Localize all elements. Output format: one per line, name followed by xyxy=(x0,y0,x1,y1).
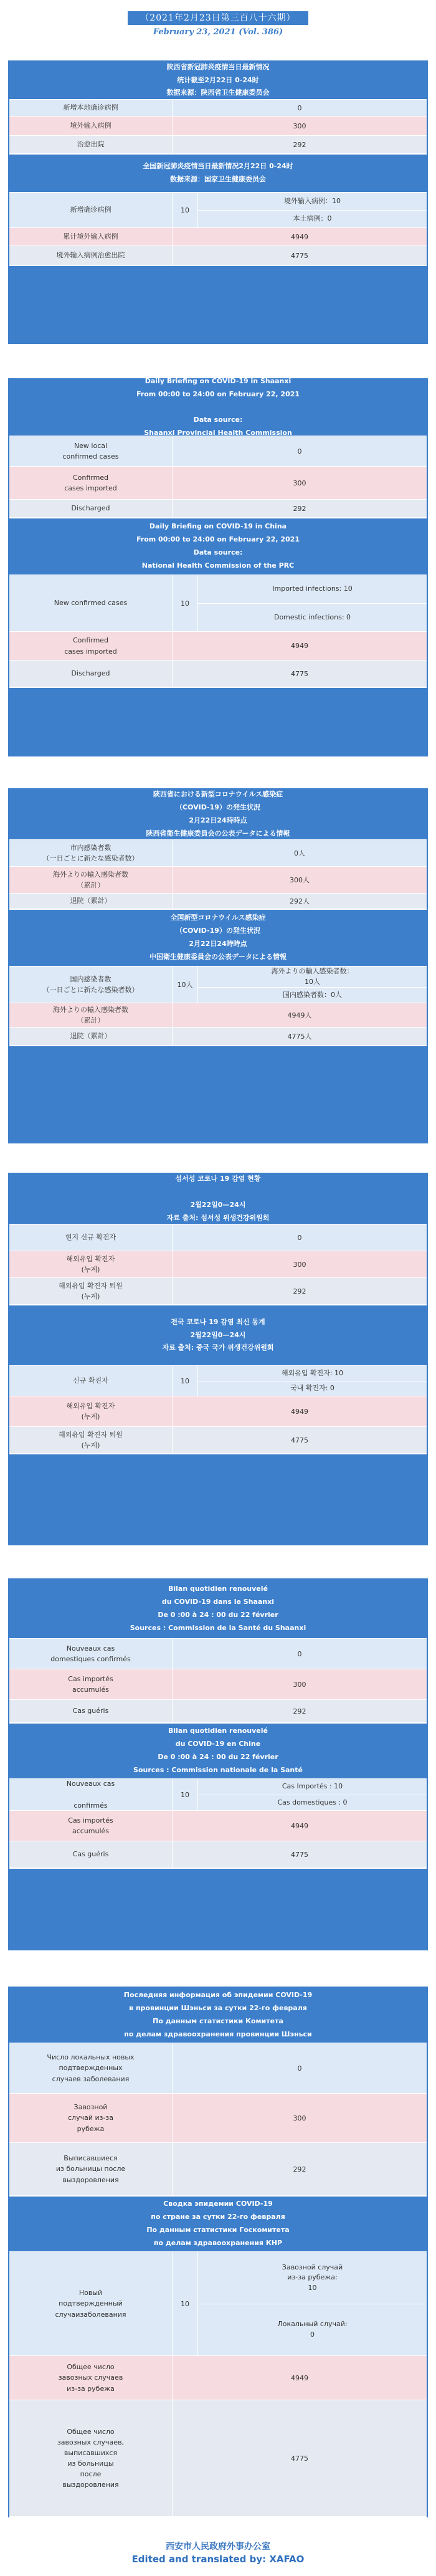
shaanxi-title xyxy=(9,789,427,839)
title-line: 陝西省衛生健康委員会の公表データによる情報 xyxy=(146,829,290,837)
title-line: du COVID-19 dans le Shaanxi xyxy=(161,1598,275,1606)
section-japanese xyxy=(8,788,428,1143)
title-line: 全国新冠肺炎疫情当日最新情况2月22日 0-24时 xyxy=(143,162,293,171)
stat-value: 4775人 xyxy=(287,1033,312,1041)
stat-label: 境外输入病例 xyxy=(9,117,173,135)
stat-row xyxy=(9,1003,427,1027)
imported-cases: 境外输入病例：10 xyxy=(284,196,341,205)
stat-value: 4949 xyxy=(291,1821,308,1830)
new-cases-row xyxy=(9,575,427,631)
title-line: по делам здравоохранения КНР xyxy=(153,2238,283,2247)
title-line: 中国衛生健康委員会の公表データによる情報 xyxy=(149,952,287,961)
new-cases-breakdown xyxy=(198,575,427,631)
title-line: в провинции Шэньси за сутки 22-го февраля xyxy=(129,2004,307,2013)
stat-value: 292人 xyxy=(290,897,310,905)
stat-row xyxy=(9,116,427,135)
stat-row xyxy=(9,2093,427,2142)
title-line: 자료 출처: 중국 국가 위생건강위원회 xyxy=(162,1343,274,1352)
new-cases-label: Nouveaux cas confirmés xyxy=(9,1779,173,1810)
stat-label: New local confirmed cases xyxy=(9,436,173,466)
title-line: 자료 출처: 섬서성 위생건강위원회 xyxy=(166,1213,270,1222)
stat-value: 292 xyxy=(293,1287,306,1295)
title-line: From 00:00 to 24:00 on February 22, 2021 xyxy=(136,389,300,398)
new-cases-value: 10 xyxy=(173,1366,198,1396)
stat-value: 4775 xyxy=(291,1850,308,1859)
imported-cases: Imported infections: 10 xyxy=(272,584,353,593)
stat-label: Cas importés accumulés xyxy=(9,1811,173,1841)
issue-title: （2021年2月23日第三百八十六期） xyxy=(128,11,308,25)
new-cases-value: 10 xyxy=(173,1779,198,1810)
stat-label: Confirmed cases imported xyxy=(9,632,173,660)
title-line: 全国新型コロナウイルス感染症 xyxy=(170,914,266,922)
stat-row xyxy=(9,1396,427,1426)
stat-value: 0 xyxy=(297,447,302,456)
stat-label: 현지 신규 확진자 xyxy=(9,1224,173,1251)
title-line xyxy=(9,1186,427,1199)
new-cases-row xyxy=(9,1778,427,1810)
stat-value: 4949人 xyxy=(287,1011,312,1019)
section-korean xyxy=(8,1173,428,1545)
stat-row xyxy=(9,1810,427,1841)
stat-value: 300 xyxy=(293,479,306,487)
title-line: National Health Commission of the PRC xyxy=(141,561,295,570)
stat-label: 海外よりの輸入感染者数 （累計） xyxy=(9,867,173,893)
block-shaanxi xyxy=(9,62,427,155)
block-shaanxi xyxy=(9,1174,427,1305)
stat-row xyxy=(9,866,427,893)
title-line: по делам здравоохранения провинции Шэньси xyxy=(124,2030,312,2038)
stat-label: 退院（累計） xyxy=(9,1028,173,1045)
shaanxi-title xyxy=(9,62,427,99)
stat-label: 해외유입 확진자 퇴원 (누계) xyxy=(9,1427,173,1453)
title-line: （COVID-19）の発生状況 xyxy=(176,927,260,935)
new-cases-label: 新增确诊病例 xyxy=(9,193,173,227)
new-cases-value: 10 xyxy=(173,575,198,631)
local-cases: 국내 확진자: 0 xyxy=(198,1381,427,1396)
china-title xyxy=(9,2197,427,2251)
stat-label: 해외유입 확진자 (누계) xyxy=(9,1251,173,1277)
title-line: Sources : Commission de la Santé du Shaanxi xyxy=(130,1623,306,1632)
title-line: 数据来源：国家卫生健康委员会 xyxy=(170,175,266,183)
title-line: 전국 코로나 19 감염 최신 동계 xyxy=(171,1317,265,1326)
stat-label: Общее число завозных случаев, выписавшихся из больницы после выздоровления xyxy=(9,2400,173,2516)
stat-value: 0 xyxy=(297,2064,302,2073)
title-line: по стране за сутки 22-го февраля xyxy=(151,2213,285,2221)
stat-row xyxy=(9,2355,427,2400)
new-cases-value: 10 xyxy=(173,193,198,227)
section-chinese xyxy=(8,60,428,344)
stat-row xyxy=(9,2142,427,2195)
stat-row xyxy=(9,246,427,265)
stat-row xyxy=(9,436,427,466)
stat-label: Cas guéris xyxy=(9,1841,173,1868)
stat-row xyxy=(9,1251,427,1277)
new-cases-value: 10人 xyxy=(173,966,198,1003)
stat-label: Выписавшиеся из больницы после выздоровления xyxy=(9,2143,173,2195)
block-china xyxy=(9,1724,427,1869)
stat-label: 新增本地确诊病例 xyxy=(9,100,173,116)
imported-cases: 해외유입 확진자: 10 xyxy=(281,1368,344,1377)
title-line: По данным статистики Комитета xyxy=(153,2017,283,2025)
stat-value: 300人 xyxy=(290,876,310,884)
title-line: 陝西省における新型コロナウイルス感染症 xyxy=(153,790,283,799)
stat-row xyxy=(9,1841,427,1868)
china-title xyxy=(9,518,427,575)
title-line: 2月22日24時時点 xyxy=(189,940,247,948)
new-cases-breakdown xyxy=(198,1366,427,1396)
block-china xyxy=(9,910,427,1046)
title-line: 数据来源：陕西省卫生健康委员会 xyxy=(166,88,270,97)
block-china xyxy=(9,155,427,266)
block-shaanxi xyxy=(9,376,427,518)
stat-value: 4949 xyxy=(291,2373,308,2382)
stat-row xyxy=(9,1224,427,1251)
imported-cases: Cas Importés : 10 xyxy=(282,1782,343,1790)
stat-value: 300 xyxy=(293,1680,306,1689)
block-china xyxy=(9,518,427,688)
stat-value: 292 xyxy=(293,140,306,149)
shaanxi-title xyxy=(9,1988,427,2043)
stat-value: 0 xyxy=(297,1649,302,1658)
title-line: Сводка эпидемии COVID-19 xyxy=(163,2200,273,2208)
stat-label: 退院（累計） xyxy=(9,894,173,909)
stat-label: Общее число завозных случаев из-за рубежа xyxy=(9,2356,173,2400)
stat-label: Завозной случай из-за рубежа xyxy=(9,2094,173,2142)
china-title xyxy=(9,910,427,966)
stat-row xyxy=(9,1638,427,1669)
title-line: Bilan quotidien renouvelé xyxy=(168,1727,268,1735)
stat-row xyxy=(9,1426,427,1453)
stat-label: 市内感染者数 （一日ごとに新たな感染者数） xyxy=(9,840,173,866)
stat-row xyxy=(9,893,427,909)
new-cases-breakdown xyxy=(198,1779,427,1810)
footer-organization: 西安市人民政府外事办公室 xyxy=(166,2542,270,2552)
block-shaanxi xyxy=(9,789,427,910)
stat-value: 0 xyxy=(297,103,302,112)
stat-row xyxy=(9,1027,427,1045)
stat-value: 4775 xyxy=(291,669,308,678)
stat-value: 4775 xyxy=(291,1436,308,1444)
stat-label: Confirmed cases imported xyxy=(9,467,173,499)
title-line: De 0 :00 à 24 : 00 du 22 février xyxy=(158,1753,278,1761)
stat-row xyxy=(9,99,427,116)
footer-credit: Edited and translated by: XAFAO xyxy=(131,2554,305,2565)
new-cases-breakdown xyxy=(198,966,427,1003)
new-cases-row xyxy=(9,1365,427,1396)
stat-value: 292 xyxy=(293,2165,306,2173)
stat-row xyxy=(9,1669,427,1699)
stat-row xyxy=(9,466,427,499)
stat-value: 300 xyxy=(293,2114,306,2122)
local-cases: Локальный случай: 0 xyxy=(198,2304,427,2356)
stat-row xyxy=(9,660,427,687)
stat-row xyxy=(9,135,427,153)
stat-label: Cas guéris xyxy=(9,1700,173,1722)
stat-row xyxy=(9,2043,427,2093)
title-line: Daily Briefing on COVID-19 in Shaanxi xyxy=(145,376,291,385)
title-line: Shaanxi Provincial Health Commission xyxy=(144,429,292,437)
new-cases-row xyxy=(9,966,427,1003)
stat-label: Cas importés accumulés xyxy=(9,1669,173,1699)
new-cases-label: New confirmed cases xyxy=(9,575,173,631)
stat-value: 300 xyxy=(293,1260,306,1269)
block-china xyxy=(9,1305,427,1454)
stat-label: Discharged xyxy=(9,500,173,517)
stat-label: 해외유입 확진자 (누계) xyxy=(9,1396,173,1426)
new-cases-label: 신규 확진자 xyxy=(9,1366,173,1396)
stat-label: 해외유입 확진자 퇴원 (누계) xyxy=(9,1278,173,1304)
title-line: 2月22日24時時点 xyxy=(189,816,247,824)
local-cases: Cas domestiques : 0 xyxy=(198,1795,427,1811)
new-cases-row xyxy=(9,2251,427,2355)
stat-value: 4949 xyxy=(291,1407,308,1416)
stat-label: Discharged xyxy=(9,661,173,687)
new-cases-breakdown xyxy=(198,2252,427,2355)
title-line: 统计截至2月22日 0-24时 xyxy=(177,75,259,84)
china-title xyxy=(9,155,427,192)
block-shaanxi xyxy=(9,1988,427,2197)
china-title xyxy=(9,1724,427,1778)
stat-value: 4775 xyxy=(291,2454,308,2463)
stat-value: 292 xyxy=(293,504,306,513)
section-russian xyxy=(8,1987,428,2517)
title-line: Data source: xyxy=(193,548,243,556)
new-cases-value: 10 xyxy=(173,2252,198,2355)
stat-row xyxy=(9,499,427,517)
new-cases-breakdown xyxy=(198,193,427,227)
title-line: Sources : Commission nationale de la Santé xyxy=(133,1765,303,1774)
title-line xyxy=(9,401,427,414)
imported-cases: 海外よりの輸入感染者数： 10人 xyxy=(271,967,354,986)
stat-label: 累计境外输入病例 xyxy=(9,228,173,246)
stat-value: 292 xyxy=(293,1707,306,1715)
title-line: По данным статистики Госкомитета xyxy=(146,2226,290,2234)
stat-value: 0人 xyxy=(294,849,305,857)
title-line: Последняя информация об эпидемии COVID-19 xyxy=(123,1991,313,2000)
local-cases: 国内感染者数：0人 xyxy=(198,987,427,1003)
title-line: （COVID-19）の発生状況 xyxy=(176,803,260,812)
stat-value: 4775 xyxy=(291,251,308,260)
title-line: From 00:00 to 24:00 on February 22, 2021 xyxy=(136,535,300,544)
section-english xyxy=(8,378,428,756)
title-line: 陕西省新冠肺炎疫情当日最新情况 xyxy=(166,62,270,71)
stat-row xyxy=(9,2400,427,2516)
issue-subtitle: February 23, 2021 (Vol. 386) xyxy=(153,27,283,37)
local-cases: Domestic infections: 0 xyxy=(198,603,427,632)
stat-row xyxy=(9,227,427,246)
stat-label: Nouveaux cas domestiques confirmés xyxy=(9,1639,173,1669)
new-cases-row xyxy=(9,192,427,227)
stat-value: 4949 xyxy=(291,642,308,650)
shaanxi-title xyxy=(9,376,427,437)
stat-row xyxy=(9,631,427,660)
section-french xyxy=(8,1578,428,1950)
block-china xyxy=(9,2197,427,2517)
stat-value: 0 xyxy=(297,1233,302,1242)
title-line: 섬서성 코로나 19 감염 현황 xyxy=(175,1175,261,1183)
title-line: Bilan quotidien renouvelé xyxy=(168,1585,268,1593)
imported-cases: Завозной случай из-за рубежа: 10 xyxy=(282,2263,343,2292)
stat-row xyxy=(9,839,427,866)
stat-value: 300 xyxy=(293,122,306,130)
local-cases: 本土病例：0 xyxy=(198,210,427,228)
new-cases-label: 国内感染者数 （一日ごとに新たな感染者数） xyxy=(9,966,173,1003)
stat-label: 治愈出院 xyxy=(9,136,173,153)
title-line: Data source: xyxy=(193,416,243,424)
new-cases-label: Новый подтвержденный случаизаболевания xyxy=(9,2252,173,2355)
stat-label: 境外输入病例治愈出院 xyxy=(9,246,173,265)
title-line: 2월22일0—24시 xyxy=(190,1330,246,1339)
block-shaanxi xyxy=(9,1580,427,1724)
title-line: De 0 :00 à 24 : 00 du 22 février xyxy=(158,1611,278,1619)
title-line: Daily Briefing on COVID-19 in China xyxy=(149,522,287,531)
stat-row xyxy=(9,1277,427,1304)
shaanxi-title xyxy=(9,1174,427,1224)
title-line: 2월22일0—24시 xyxy=(190,1201,246,1209)
china-title xyxy=(9,1305,427,1365)
stat-label: 海外よりの輸入感染者数 （累計） xyxy=(9,1003,173,1027)
title-line: du COVID-19 en Chine xyxy=(175,1740,261,1748)
stat-row xyxy=(9,1699,427,1722)
stat-value: 4949 xyxy=(291,232,308,241)
shaanxi-title xyxy=(9,1580,427,1638)
stat-label: Число локальных новых подтвержденных случаев заболевания xyxy=(9,2043,173,2093)
